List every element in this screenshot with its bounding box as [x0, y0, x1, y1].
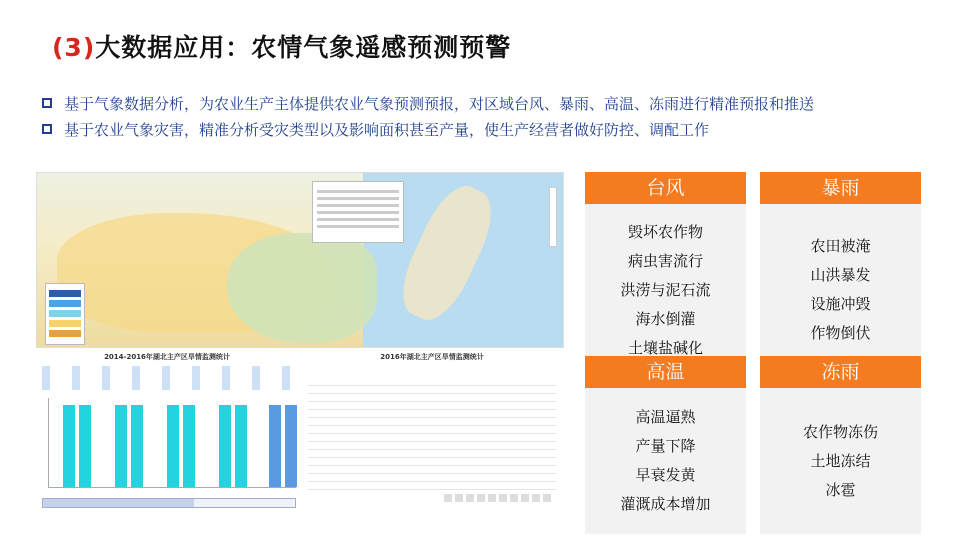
card-body: [585, 388, 746, 534]
map-zoom-control: [549, 187, 557, 247]
card-item: 土壤盐碱化: [627, 338, 703, 357]
square-bullet-icon: [42, 124, 52, 134]
table-rows: [308, 378, 556, 490]
card-body: [585, 204, 746, 376]
card-body: [760, 388, 921, 534]
bar-chart-title: 2014-2016年湖北主产区旱情监测统计: [104, 353, 230, 361]
bar-chart-screenshot: [36, 352, 298, 512]
category-card-heat: [585, 356, 746, 534]
card-header: 暴雨: [760, 172, 921, 204]
bar-chart-plot: [48, 398, 296, 488]
card-item: 作物倒伏: [810, 324, 871, 342]
card-item: 冰雹: [825, 480, 856, 499]
bullet-item: [42, 116, 814, 142]
card-item: 早衰发黄: [635, 466, 696, 484]
card-header: 台风: [585, 172, 746, 204]
slide-title: [52, 28, 511, 64]
bullet-text: 基于农业气象灾害，精准分析受灾类型以及影响面积甚至产量，使生产经营者做好防控、调配工作: [64, 120, 710, 139]
card-item: 洪涝与泥石流: [620, 280, 711, 299]
card-item: 农作物冻伤: [802, 422, 878, 441]
card-item: 山洪暴发: [810, 266, 871, 284]
title-text: 大数据应用：农情气象遥感预测预警: [95, 33, 512, 62]
card-item: 产量下降: [635, 437, 696, 455]
card-item: 海水倒灌: [635, 309, 696, 328]
table-pager: [444, 494, 554, 502]
category-card-freezing-rain: [760, 356, 921, 534]
card-item: 灌溉成本增加: [620, 495, 711, 513]
square-bullet-icon: [42, 98, 52, 108]
card-item: 高温逼熟: [635, 408, 696, 426]
map-legend: [45, 283, 85, 345]
bullet-text: 基于气象数据分析，为农业生产主体提供农业气象预测预报，对区域台风、暴雨、高温、冻雨进行精准预报和推送: [64, 94, 815, 113]
card-header: 高温: [585, 356, 746, 388]
map-land: [227, 233, 377, 343]
category-card-typhoon: [585, 172, 746, 376]
card-item: 毁坏农作物: [627, 222, 703, 241]
card-item: 设施冲毁: [810, 295, 871, 313]
title-number: (3): [52, 33, 96, 62]
card-header: 冻雨: [760, 356, 921, 388]
card-item: 农田被淹: [810, 237, 871, 255]
bar-chart-scrollbar: [42, 498, 296, 508]
card-item: 土地冻结: [810, 451, 871, 470]
bullet-item: [42, 90, 814, 116]
table-title: 2016年湖北主产区旱情监测统计: [380, 353, 484, 361]
bar-chart-legend: [42, 366, 292, 390]
map-info-popup: [312, 181, 404, 243]
category-card-rainstorm: [760, 172, 921, 376]
weather-map-screenshot: [36, 172, 564, 348]
bullet-list: [42, 90, 814, 142]
card-item: 病虫害流行: [627, 251, 703, 270]
card-body: [760, 204, 921, 376]
table-screenshot: [300, 352, 564, 512]
